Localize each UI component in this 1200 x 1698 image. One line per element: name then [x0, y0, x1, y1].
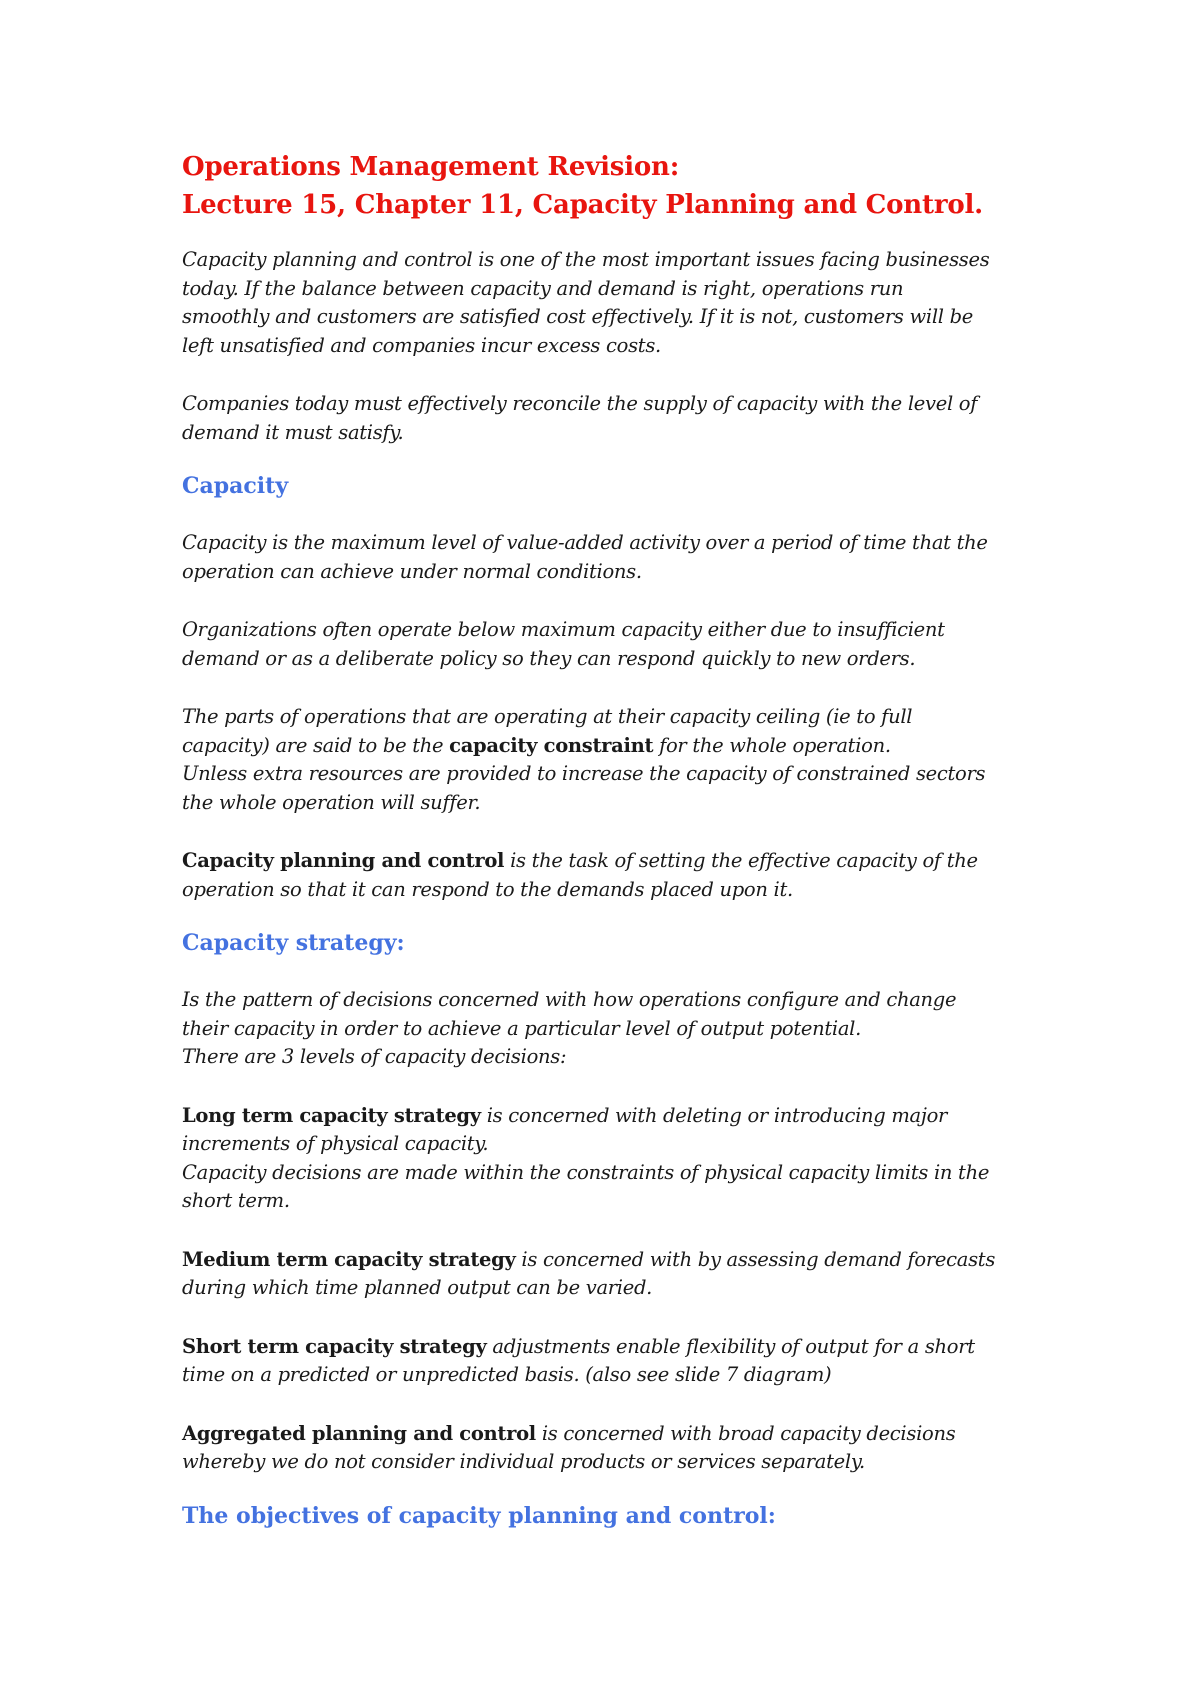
long-term-term: Long term capacity strategy	[182, 1103, 481, 1127]
short-term-strategy: Short term capacity strategy adjustments enable flexibility of output for a short time on a predicted or unpredicted basis. (also see slide 7 diagram)	[182, 1334, 975, 1386]
capacity-planning-term: Capacity planning and control	[182, 849, 505, 872]
medium-term-term: Medium term capacity strategy	[182, 1247, 516, 1271]
intro-paragraph-1: Capacity planning and control is one of the most important issues facing businesses today. If the balance between capacity and demand is right, operations run smoothly and customers are satisfied cost effectively. If it is not, customers will be left unsatisfied and companies incur excess costs.	[182, 248, 990, 357]
capacity-definition: Capacity is the maximum level of value-added activity over a period of time that the operation can achieve under normal conditions.	[182, 531, 988, 583]
capacity-paragraph-organizations: Organizations often operate below maximum capacity either due to insufficient demand or as a deliberate policy so they can respond quickly to new orders.	[182, 618, 945, 670]
capacity-strategy-intro: Is the pattern of decisions concerned with how operations configure and change their capacity in order to achieve a particular level of output potential. There are 3 levels of capacity decisions:	[182, 988, 957, 1068]
objectives-heading: The objectives of capacity planning and control:	[182, 1502, 776, 1529]
capacity-constraint-term: capacity constraint	[449, 733, 654, 757]
long-term-strategy: Long term capacity strategy is concerned with deleting or introducing major increments of physical capacity. Capacity decisions are made within the constraints of physical capacity limits in the short term.	[182, 1103, 990, 1212]
short-term-term: Short term capacity strategy	[182, 1334, 487, 1358]
aggregated-planning-term: Aggregated planning and control	[182, 1421, 536, 1445]
capacity-heading: Capacity	[182, 473, 289, 499]
capacity-strategy-heading: Capacity strategy:	[182, 930, 405, 956]
document-body	[182, 148, 1062, 1531]
medium-term-strategy: Medium term capacity strategy is concerned with by assessing demand forecasts during which time planned output can be varied.	[182, 1247, 996, 1299]
document-title	[182, 148, 1062, 224]
aggregated-planning: Aggregated planning and control is concerned with broad capacity decisions whereby we do not consider individual products or services separately.	[182, 1421, 956, 1473]
capacity-constraint-paragraph: The parts of operations that are operating at their capacity ceiling (ie to full capacity) are said to be the capacity constraint for the whole operation. Unless extra resources are provided to increase the capacity of constrained sectors the whole operation will suffer.	[182, 705, 986, 814]
capacity-planning-definition: Capacity planning and control is the task of setting the effective capacity of the operation so that it can respond to the demands placed upon it.	[182, 849, 978, 901]
title-line-2: Lecture 15, Chapter 11, Capacity Planning and Control.	[182, 190, 983, 220]
intro-paragraph-2: Companies today must effectively reconcile the supply of capacity with the level of demand it must satisfy.	[182, 392, 978, 444]
title-line-1: Operations Management Revision:	[182, 152, 680, 182]
